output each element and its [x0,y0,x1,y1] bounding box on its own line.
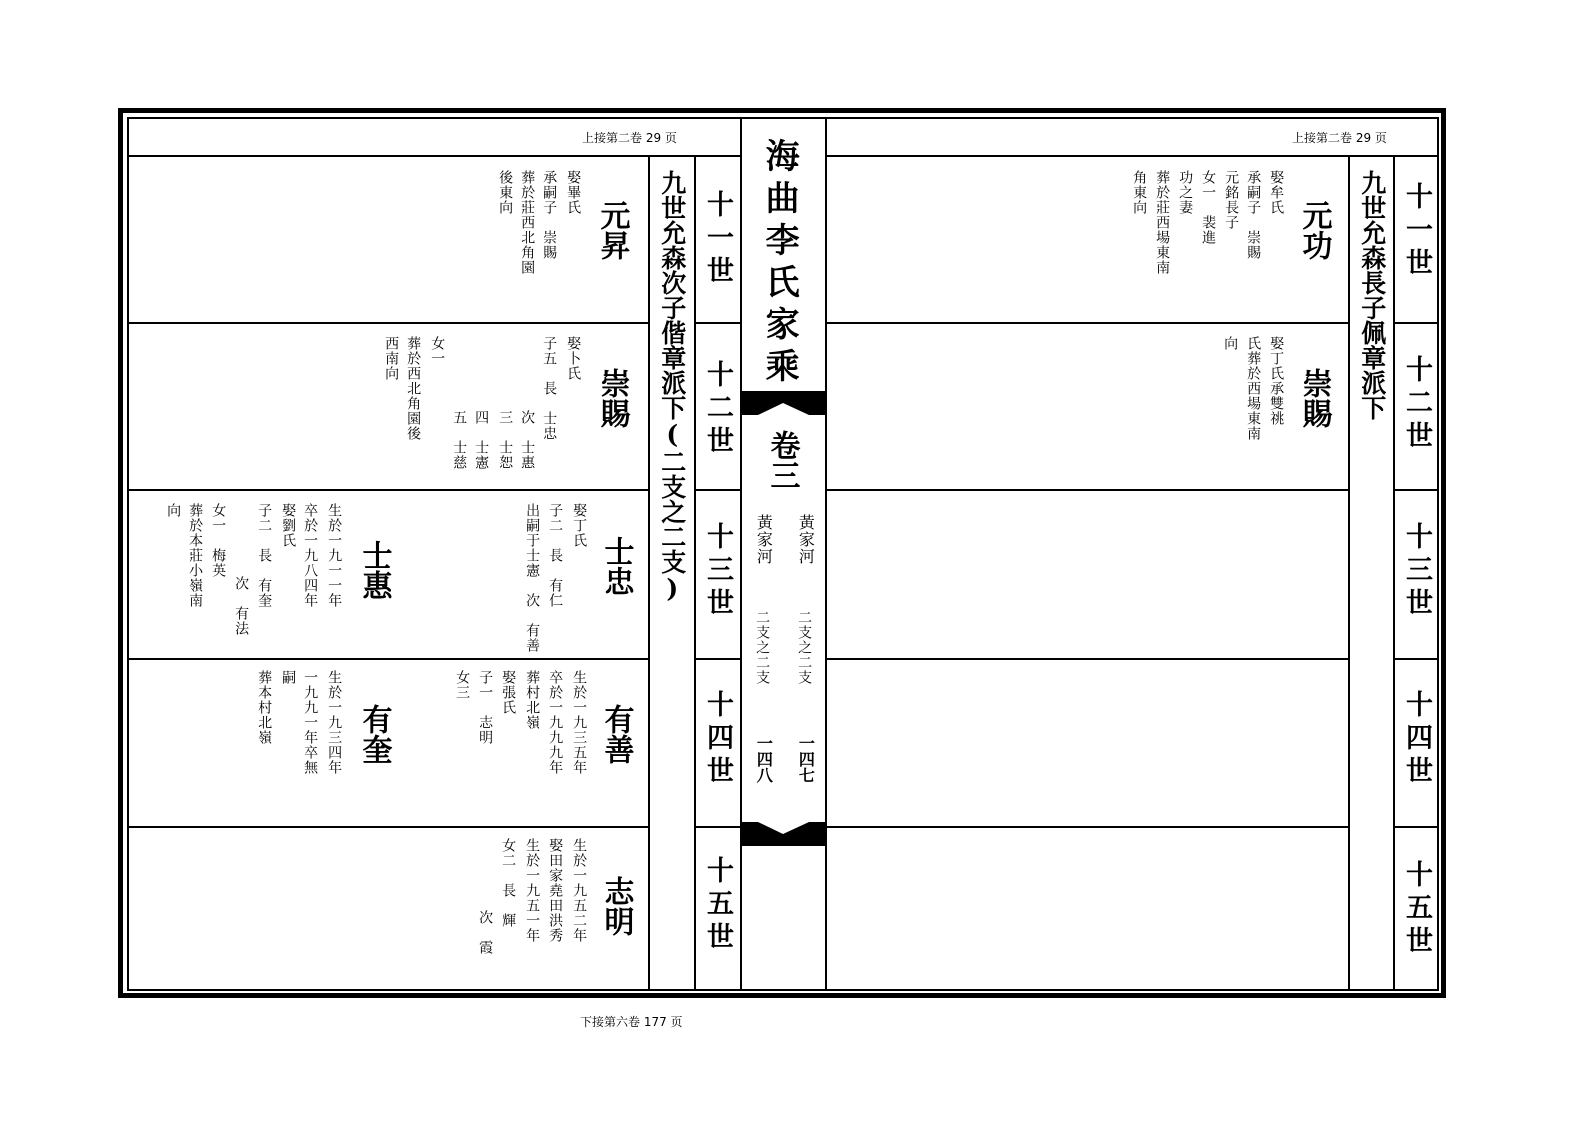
spine-left-line [740,117,742,991]
left-row-line-4 [127,826,648,828]
person-name: 崇賜 [594,368,630,428]
person-detail: 元銘長子 [1223,170,1240,230]
person-detail: 功之妻 [1177,170,1194,215]
person-detail: 承嗣子 崇賜 [541,170,558,260]
center-page-a: 一四七 [796,735,816,783]
person-name: 士惠 [356,540,392,600]
person-detail: 向 [165,503,182,518]
gen-label-left-15: 十五世 [702,856,734,955]
gen-label-right-15: 十五世 [1401,860,1433,959]
person-detail: 葬於西北角園後 [405,336,422,441]
left-gen-line-4 [694,826,740,828]
person-detail: 氏葬於西場東南 [1245,336,1262,441]
right-gen-line-4 [1393,826,1439,828]
person-detail: 娶劉氏 [280,503,297,548]
gen-label-right-14: 十四世 [1401,690,1433,789]
right-gen-col-line [1393,155,1395,991]
center-place-b: 黃家河 [754,514,774,565]
left-gen-line-3 [694,658,740,660]
left-gen-line-2 [694,489,740,491]
person-detail: 娶丁氏承雙祧 [1268,336,1285,426]
person-detail: 葬於本莊小嶺南 [187,503,204,608]
left-gen-col-line [694,155,696,991]
person-detail: 承嗣子 崇賜 [1245,170,1262,260]
right-row-line-4 [826,826,1348,828]
gen-label-left-12: 十二世 [702,360,734,459]
gen-label-left-13: 十三世 [702,522,734,621]
gen-label-right-11: 十一世 [1401,182,1433,281]
center-page-b: 一四八 [754,735,774,783]
center-place-a: 黃家河 [796,514,816,565]
person-detail: 子二 長 有仁 [547,503,564,608]
person-detail: 一九九一年卒無 [302,670,319,775]
person-detail: 四 士憲 [473,410,490,470]
person-detail: 卒於一九八四年 [302,503,319,608]
center-branch-a: 二支之二支 [796,610,813,685]
left-row-line-2 [127,489,648,491]
fishtail-bottom [741,822,826,840]
person-detail: 生於一九一一年 [326,503,343,608]
person-detail: 女一 梅英 [210,503,227,578]
person-name: 士忠 [598,536,634,596]
spine-band-bottom [741,840,826,846]
person-detail: 葬村北嶺 [524,670,541,730]
person-detail: 生於一九五二年 [571,838,588,943]
person-detail: 子一 志明 [477,670,494,745]
person-detail: 向 [1222,336,1239,351]
ref-top-left: 上接第二卷 29 页 [582,131,677,145]
center-branch-b: 二支之二支 [754,610,771,685]
person-detail: 娶丁氏 [571,503,588,548]
left-gen-line-1 [694,322,740,324]
person-detail: 葬於莊西場東南 [1154,170,1171,275]
person-detail: 女二 長 輝 [500,838,517,928]
right-row-line-3 [826,658,1348,660]
person-detail: 三 士恕 [497,410,514,470]
fishtail-top [741,397,826,415]
person-detail: 角東向 [1131,170,1148,215]
person-detail: 卒於一九九九年 [547,670,564,775]
person-name: 崇賜 [1296,368,1332,428]
person-detail: 生於一九五一年 [524,838,541,943]
person-name: 志明 [598,876,634,936]
right-gen-line-3 [1393,658,1439,660]
gen-label-right-13: 十三世 [1401,522,1433,621]
person-detail: 西南向 [383,336,400,381]
person-detail: 生於一九三五年 [571,670,588,775]
left-branch-col-line [648,155,650,991]
person-detail: 子五 長 士忠 [541,336,558,441]
person-detail: 次 霞 [477,910,494,955]
person-name: 有善 [598,704,634,764]
person-detail: 娶田家堯田洪秀 [547,838,564,943]
person-detail: 女一 [429,336,446,366]
person-detail: 娶卜氏 [565,336,582,381]
ref-top-right: 上接第二卷 29 页 [1292,131,1387,145]
person-detail: 五 士慈 [451,410,468,470]
person-detail: 娶牟氏 [1268,170,1285,215]
gen-label-left-11: 十一世 [702,190,734,289]
person-name: 有奎 [356,704,392,764]
book-title: 海曲李氏家乘 [759,138,800,390]
person-detail: 娶張氏 [500,670,517,715]
branch-header-right: 九世允森長子佩章派下 [1357,170,1387,420]
person-detail: 嗣 [280,670,297,685]
person-detail: 後東向 [497,170,514,215]
person-detail: 生於一九三四年 [326,670,343,775]
person-detail: 女三 [454,670,471,700]
spine-right-line [825,117,827,991]
person-detail: 葬於莊西北角園 [519,170,536,275]
right-branch-col-line [1348,155,1350,991]
person-detail: 葬本村北嶺 [256,670,273,745]
right-row-line-2 [826,489,1348,491]
right-row-line-1 [826,322,1348,324]
right-gen-line-1 [1393,322,1439,324]
person-name: 元功 [1296,200,1332,260]
person-detail: 子二 長 有奎 [256,503,273,608]
ref-bottom: 下接第六卷 177 页 [580,1015,683,1029]
right-gen-line-2 [1393,489,1439,491]
person-detail: 次 士惠 [519,410,536,470]
gen-label-right-12: 十二世 [1401,355,1433,454]
left-row-line-1 [127,322,648,324]
person-name: 元昇 [594,200,630,260]
left-row-line-3 [127,658,648,660]
person-detail: 出嗣于士憲 次 有善 [524,503,541,653]
person-detail: 次 有法 [233,576,250,636]
gen-label-left-14: 十四世 [702,690,734,789]
branch-header-left: 九世允森次子偕章派下(二支之二支) [657,170,687,603]
volume-label: 卷三 [764,430,800,490]
person-detail: 女一 裴進 [1200,170,1217,245]
person-detail: 娶畢氏 [565,170,582,215]
